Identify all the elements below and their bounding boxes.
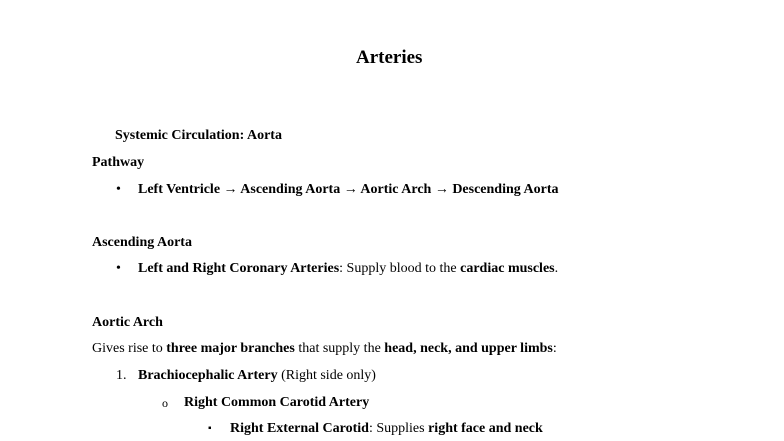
brachiocephalic-term: Brachiocephalic Artery (138, 368, 278, 383)
colon-text: : (552, 341, 557, 356)
right-side-note: (Right side only) (277, 368, 376, 383)
intro-text: that supply the (294, 341, 385, 356)
three-branches-term: three major branches (166, 341, 295, 356)
aortic-arch-intro (92, 340, 557, 358)
brachiocephalic-item (138, 367, 376, 385)
intro-text: Gives rise to (92, 341, 167, 356)
square-bullet-marker: ▪ (208, 423, 212, 434)
bullet-marker: • (116, 261, 121, 276)
coronary-desc-text: : Supply blood to the (339, 261, 461, 276)
pathway-heading: Pathway (92, 155, 145, 170)
face-neck-term: right face and neck (428, 421, 543, 436)
coronary-item (138, 260, 558, 278)
systemic-heading: Systemic Circulation: Aorta (115, 128, 282, 143)
cardiac-muscles-term: cardiac muscles (460, 261, 555, 276)
document-title: Arteries (356, 47, 423, 68)
ascending-aorta-heading: Ascending Aorta (92, 235, 192, 250)
head-neck-limbs-term: head, neck, and upper limbs (384, 341, 553, 356)
right-common-carotid-item: Right Common Carotid Artery (184, 395, 370, 410)
aortic-arch-heading: Aortic Arch (92, 315, 163, 330)
bullet-marker: • (116, 182, 121, 197)
right-external-carotid-item (230, 420, 543, 438)
pathway-item: Left Ventricle → Ascending Aorta → Aortic Arch → Descending Aorta (138, 182, 559, 197)
supplies-text: : Supplies (368, 421, 429, 436)
sub-bullet-marker: o (162, 396, 168, 410)
list-number: 1. (116, 368, 127, 383)
external-carotid-term: Right External Carotid (230, 421, 369, 436)
coronary-arteries-term: Left and Right Coronary Arteries (138, 261, 340, 276)
period-text: . (554, 261, 559, 276)
